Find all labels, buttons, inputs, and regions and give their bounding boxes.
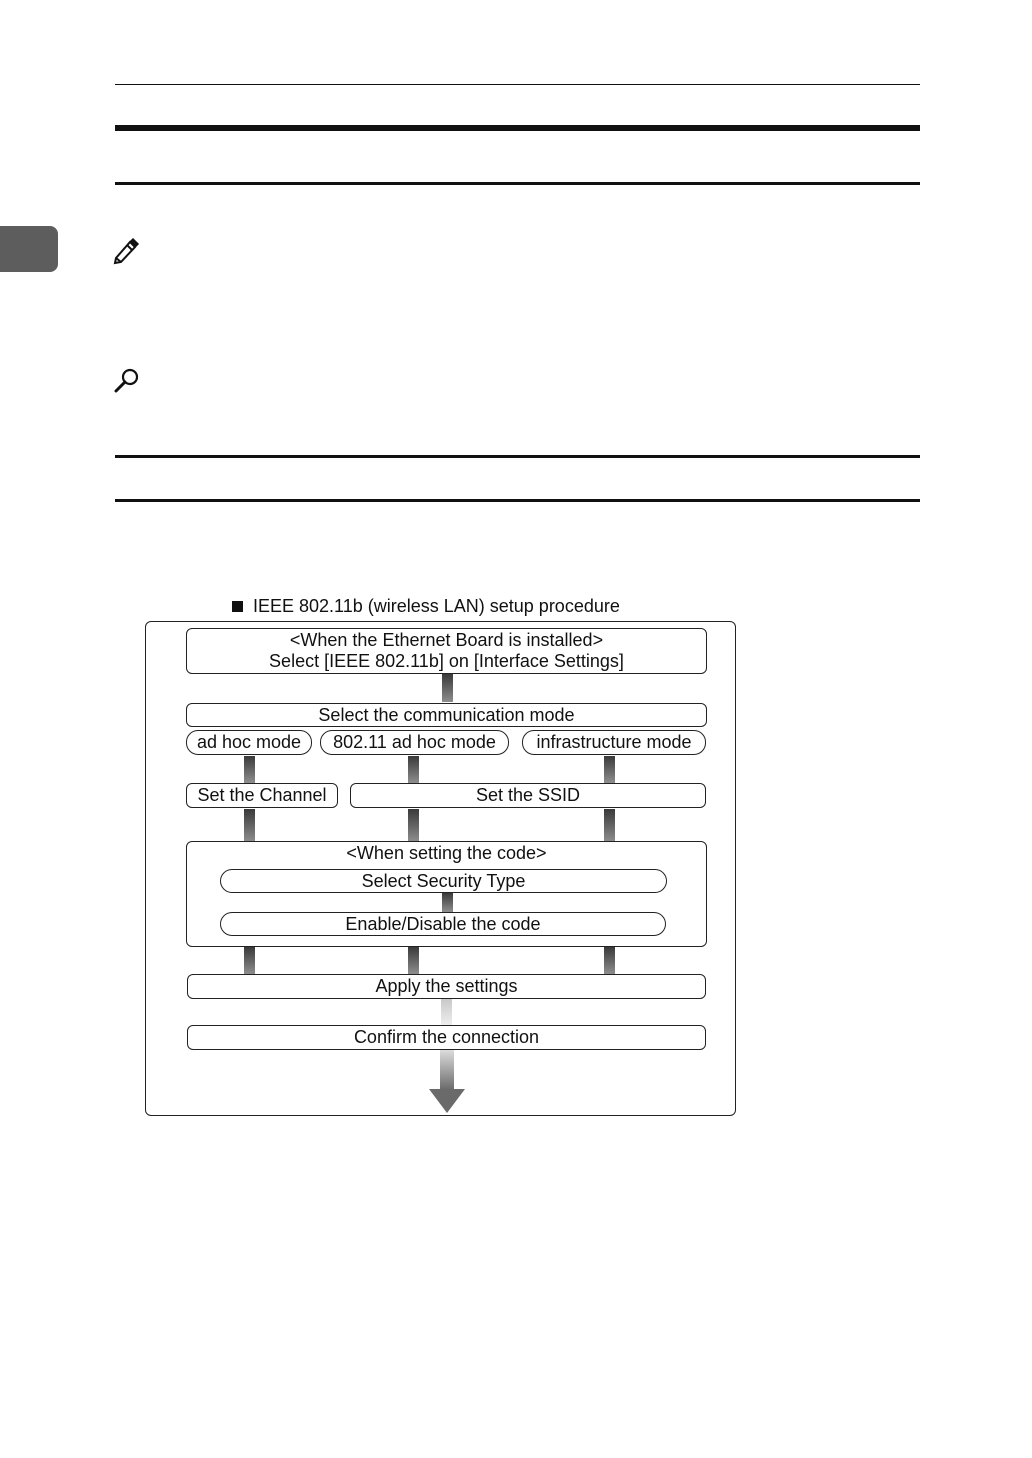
- step-install-box: [186, 628, 707, 674]
- step-comm-mode-box: [186, 703, 707, 727]
- mode-adhoc-label: ad hoc mode: [196, 732, 302, 752]
- mode-infrastructure-box: [522, 730, 706, 755]
- mode-80211-adhoc-box: [320, 730, 509, 755]
- connector-code-right-to-apply: [604, 947, 615, 974]
- step-ssid-label: Set the SSID: [475, 785, 581, 805]
- figure-title: [232, 594, 620, 618]
- square-bullet-icon: [232, 601, 243, 612]
- step-comm-mode-label: Select the communication mode: [318, 705, 575, 725]
- mode-infrastructure-label: infrastructure mode: [536, 732, 692, 752]
- connector-ssid-right-to-code: [604, 809, 615, 842]
- connector-code-left-to-apply: [244, 947, 255, 974]
- step-install-line2: Select [IEEE 802.11b] on [Interface Settings]: [269, 651, 624, 671]
- step-enable-code-label: Enable/Disable the code: [345, 914, 541, 934]
- connector-adhoc-to-channel: [244, 756, 255, 783]
- step-apply-box: [187, 974, 706, 999]
- step-channel-box: [186, 783, 338, 808]
- connector-channel-to-code: [244, 809, 255, 842]
- chapter-tab: [0, 226, 58, 272]
- code-group-title: <When setting the code>: [346, 843, 547, 863]
- connector-security-to-code: [442, 893, 453, 912]
- mode-80211-adhoc-label: 802.11 ad hoc mode: [333, 732, 496, 752]
- connector-80211-to-ssid: [408, 756, 419, 783]
- pencil-icon: [112, 236, 142, 266]
- step-confirm-box: [187, 1025, 706, 1050]
- connector-install-to-mode: [442, 674, 453, 702]
- connector-apply-to-confirm: [441, 999, 452, 1025]
- subsection-bottom-rule: [115, 499, 920, 502]
- figure-title-text: IEEE 802.11b (wireless LAN) setup procedure: [253, 596, 620, 616]
- flow-arrow-shaft: [440, 1050, 454, 1090]
- step-security-type-box: [220, 869, 667, 893]
- subsection-top-rule: [115, 455, 920, 458]
- step-install-line1: <When the Ethernet Board is installed>: [289, 630, 604, 650]
- step-enable-code-box: [220, 912, 666, 936]
- flow-arrow-down-icon: [429, 1089, 465, 1113]
- connector-infra-to-ssid: [604, 756, 615, 783]
- connector-code-mid-to-apply: [408, 947, 419, 974]
- step-security-type-label: Select Security Type: [361, 871, 526, 891]
- step-ssid-box: [350, 783, 706, 808]
- magnifier-icon: [112, 366, 142, 396]
- step-channel-label: Set the Channel: [197, 785, 327, 805]
- mode-adhoc-box: [186, 730, 312, 755]
- connector-ssid-left-to-code: [408, 809, 419, 842]
- section-heading-bottom-rule: [115, 182, 920, 185]
- section-heading-top-rule: [115, 125, 920, 131]
- step-confirm-label: Confirm the connection: [353, 1027, 540, 1047]
- step-apply-label: Apply the settings: [375, 976, 518, 996]
- top-thin-rule: [115, 84, 920, 85]
